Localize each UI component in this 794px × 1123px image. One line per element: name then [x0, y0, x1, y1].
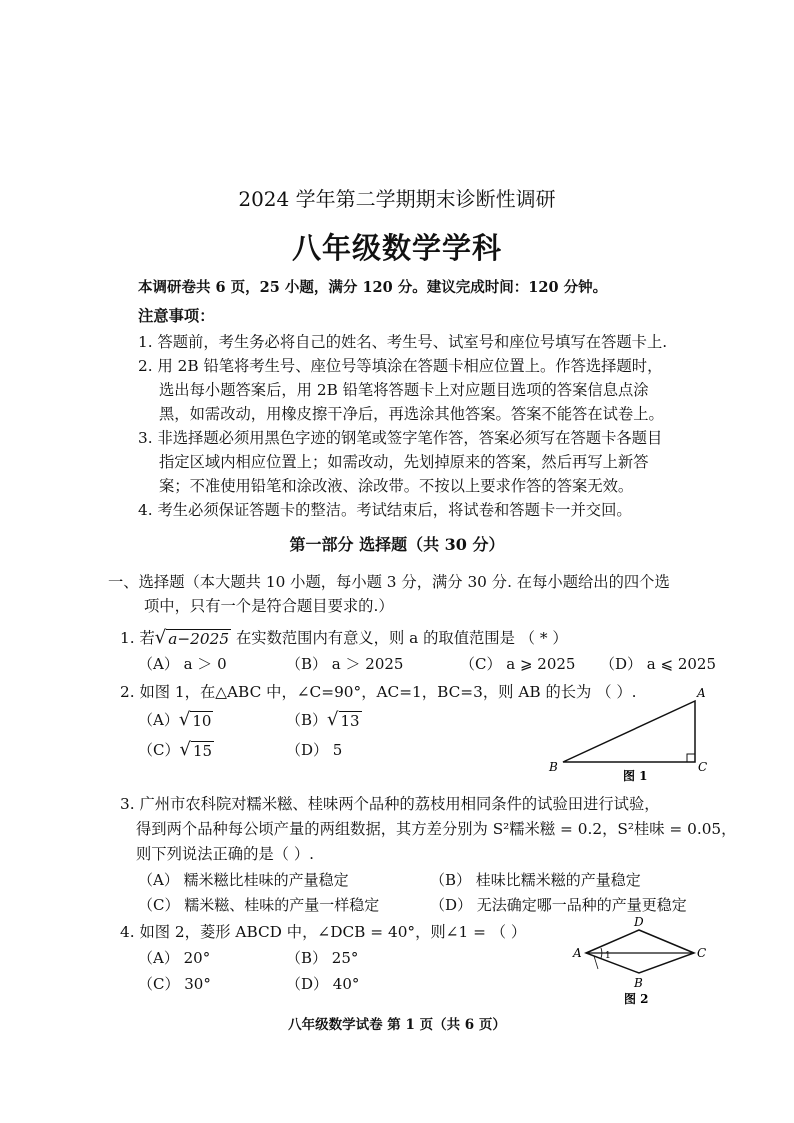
figure-2-rhombus	[568, 913, 718, 1010]
intro-line: 本调研卷共 6 页，25 小题，满分 120 分。建议完成时间：120 分钟。	[138, 279, 608, 296]
q2-option-b	[286, 709, 362, 730]
figure-1-triangle	[545, 685, 715, 785]
q2-option-c-radicand: 15	[192, 742, 213, 760]
notes-heading: 注意事项：	[138, 307, 215, 325]
q3-line1: 3. 广州市农科院对糯米糍、桂味两个品种的荔枝用相同条件的试验田进行试验，	[120, 795, 660, 813]
page-footer: 八年级数学试卷 第 1 页（共 6 页）	[288, 1017, 506, 1033]
triangle-abc	[563, 701, 695, 762]
q2-option-b-sqrt	[327, 711, 362, 730]
note-line-5: 3. 非选择题必须用黑色字迹的钢笔或签字笔作答，答案必须写在答题卡各题目	[138, 429, 663, 447]
q4-option-b: （B） 25°	[286, 949, 359, 967]
section-instructions-2: 项中，只有一个是符合题目要求的.）	[144, 597, 394, 615]
q2-option-b-label: （B）	[286, 711, 328, 729]
note-line-7: 案；不准使用铅笔和涂改液、涂改带。不按以上要求作答的答案无效。	[159, 477, 634, 495]
q2-option-d: （D） 5	[286, 741, 343, 759]
fig2-caption: 图 2	[624, 992, 649, 1006]
q2-option-c	[138, 739, 214, 760]
fig1-caption: 图 1	[623, 769, 648, 783]
fig1-label-c: C	[698, 760, 708, 774]
sqrt-icon: √	[179, 739, 191, 760]
fig1-label-b: B	[549, 760, 558, 774]
note-line-6: 指定区域内相应位置上；如需改动，先划掉原来的答案，然后再写上新答	[159, 453, 649, 471]
q4-option-d: （D） 40°	[286, 975, 360, 993]
fig2-label-c: C	[697, 946, 707, 960]
q1-suffix: 在实数范围内有意义，则 a 的取值范围是 （ * ）	[231, 629, 568, 647]
fig2-label-d: D	[634, 915, 644, 929]
q1-option-d: （D） a ⩽ 2025	[600, 655, 717, 673]
q2-option-a-label: （A）	[138, 711, 179, 729]
q2-option-c-label: （C）	[138, 741, 180, 759]
q3-option-c: （C） 糯米糍、桂味的产量一样稳定	[138, 896, 380, 914]
q1-option-b: （B） a ＞ 2025	[286, 655, 404, 673]
section-instructions-1: 一、选择题（本大题共 10 小题，每小题 3 分，满分 30 分. 在每小题给出的四个选	[108, 573, 670, 591]
q2-option-a	[138, 709, 213, 730]
fig2-label-a: A	[573, 946, 582, 960]
title-subject: 八年级数学学科	[291, 231, 502, 265]
q3-line2: 得到两个品种每公顷产量的两组数据，其方差分别为 S²糯米糍 = 0.2，S²桂味 = 0.05，	[136, 820, 737, 838]
q1-prefix: 1. 若	[120, 629, 155, 647]
part1-heading: 第一部分 选择题（共 30 分）	[289, 535, 505, 554]
fig1-label-a: A	[697, 686, 706, 700]
q4-stem: 4. 如图 2，菱形 ABCD 中，∠DCB = 40°，则∠1 = （ ）	[120, 923, 527, 941]
q3-option-d: （D） 无法确定哪一品种的产量更稳定	[430, 896, 687, 914]
note-line-8: 4. 考生必须保证答题卡的整洁。考试结束后，将试卷和答题卡一并交回。	[138, 501, 632, 519]
q2-option-a-radicand: 10	[192, 712, 212, 730]
q1-stem	[120, 626, 568, 648]
note-line-2: 2. 用 2B 铅笔将考生号、座位号等填涂在答题卡相应位置上。作答选择题时，	[138, 357, 663, 375]
q2-stem: 2. 如图 1，在△ABC 中，∠C=90°，AC=1，BC=3，则 AB 的长为 （ ）.	[120, 683, 637, 701]
q1-option-c: （C） a ⩾ 2025	[460, 655, 576, 673]
fig2-label-b: B	[634, 976, 643, 990]
q1-option-a: （A） a ＞ 0	[138, 655, 227, 673]
sqrt-icon: √	[154, 627, 167, 648]
sqrt-icon: √	[178, 709, 191, 730]
q1-radicand: a−2025	[168, 630, 230, 648]
q2-option-b-radicand: 13	[340, 712, 360, 730]
q3-option-b: （B） 桂味比糯米糍的产量稳定	[430, 871, 641, 889]
note-line-1: 1. 答题前，考生务必将自己的姓名、考生号、试室号和座位号填写在答题卡上.	[138, 333, 668, 351]
sqrt-icon: √	[327, 709, 339, 730]
title-line1: 2024 学年第二学期期末诊断性调研	[238, 187, 556, 211]
fig2-angle-label: 1	[605, 951, 611, 961]
q3-line3: 则下列说法正确的是（ ）.	[136, 845, 314, 863]
note-line-4: 黑，如需改动，用橡皮擦干净后，再选涂其他答案。答案不能答在试卷上。	[159, 405, 664, 423]
q4-option-c: （C） 30°	[138, 975, 211, 993]
note-line-3: 选出每小题答案后，用 2B 铅笔将答题卡上对应题目选项的答案信息点涂	[159, 381, 649, 399]
q3-option-a: （A） 糯米糍比桂味的产量稳定	[138, 871, 349, 889]
right-angle-mark	[687, 754, 695, 762]
q2-option-c-sqrt	[179, 741, 214, 760]
q4-option-a: （A） 20°	[138, 949, 211, 967]
q1-sqrt	[155, 629, 231, 648]
q2-option-a-sqrt	[179, 711, 214, 730]
